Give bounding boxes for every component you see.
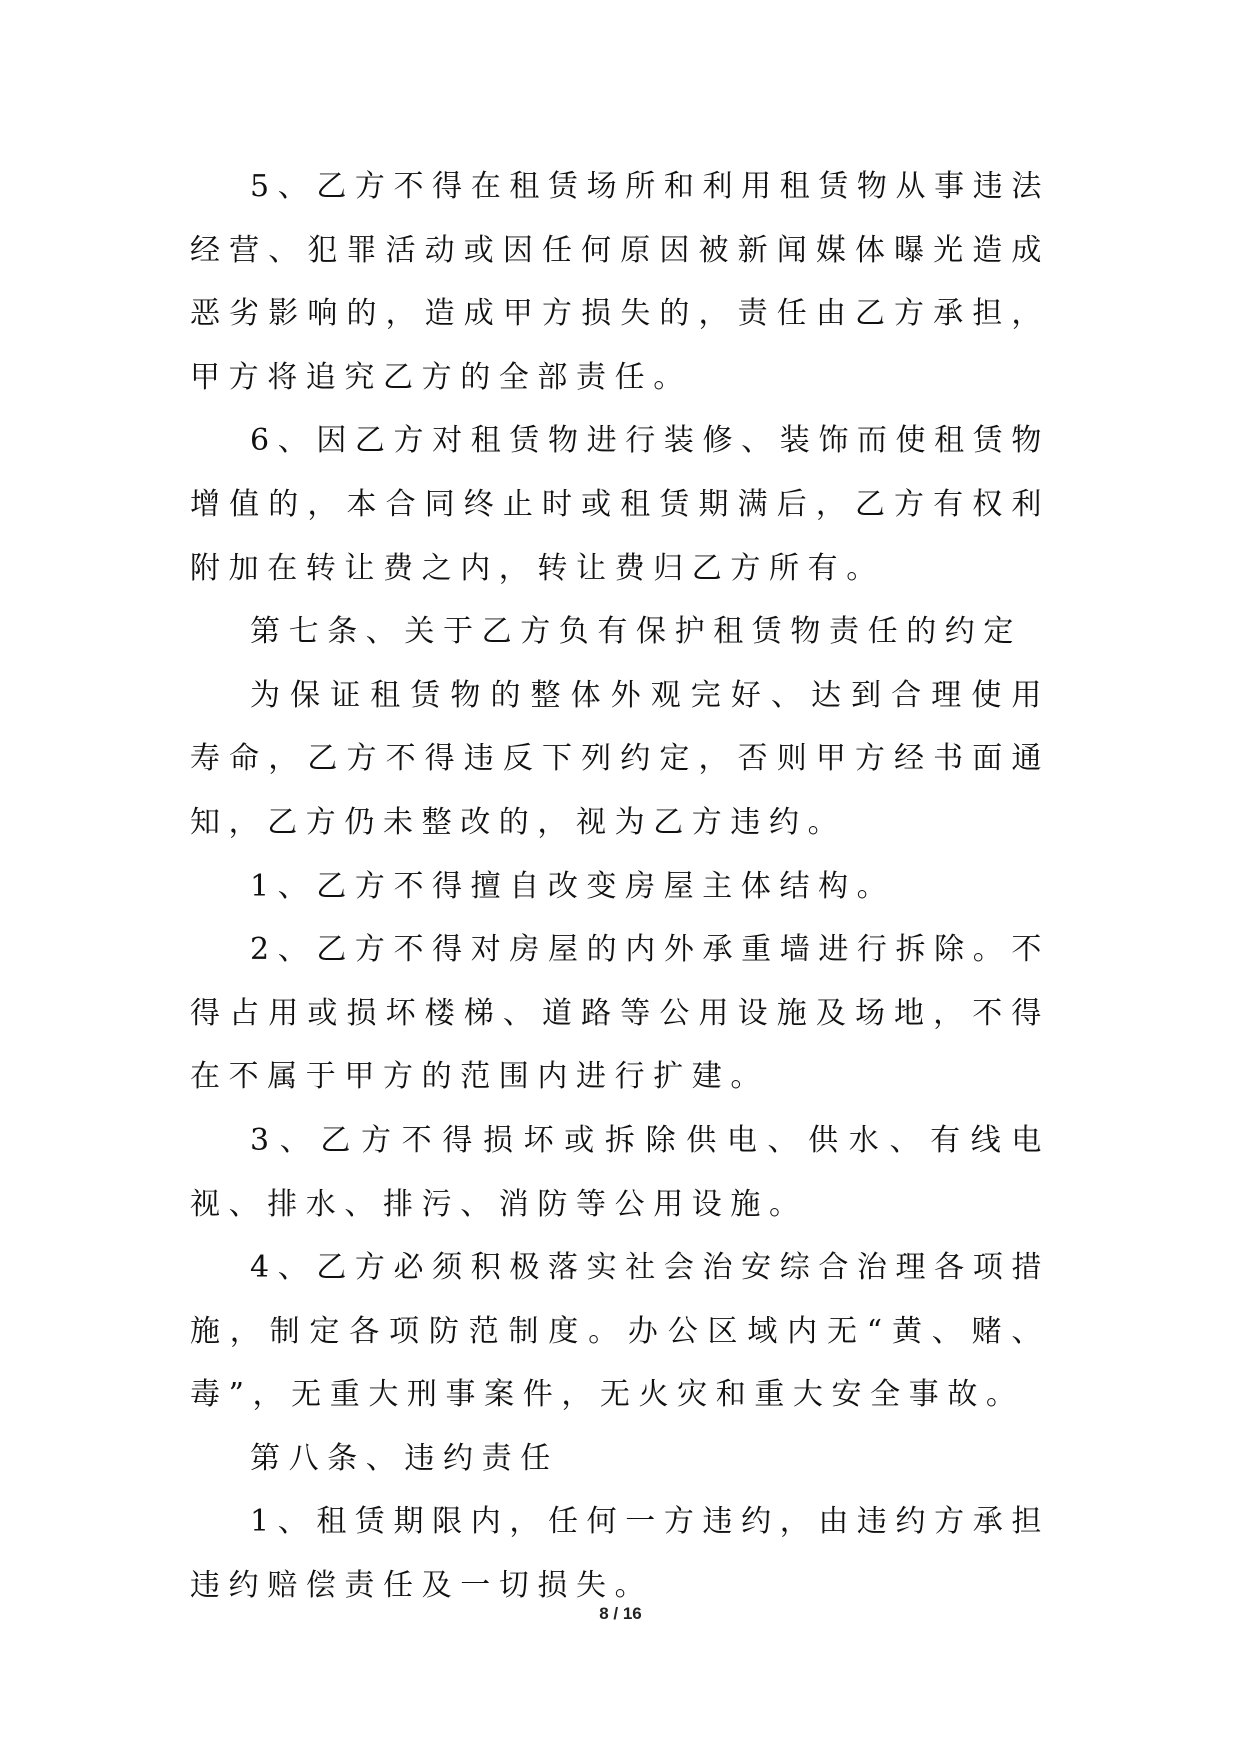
article-7-item-4: 4、乙方必须积极落实社会治安综合治理各项措施，制定各项防范制度。办公区域内无“黄、赌、毒”，无重大刑事案件，无火灾和重大安全事故。 [190,1250,1050,1413]
page-number: 8 / 16 [599,1604,642,1623]
article-8-item-1: 1、租赁期限内，任何一方违约，由违约方承担违约赔偿责任及一切损失。 [190,1504,1050,1604]
article-7-item-3: 3、乙方不得损坏或拆除供电、供水、有线电视、排水、排污、消防等公用设施。 [190,1122,1050,1222]
article-7-item-1: 1、乙方不得擅自改变房屋主体结构。 [250,868,896,904]
article-7-item-2: 2、乙方不得对房屋的内外承重墙进行拆除。不得占用或损坏楼梯、道路等公用设施及场地，不得在不属于甲方的范围内进行扩建。 [190,932,1050,1095]
article-7-intro: 为保证租赁物的整体外观完好、达到合理使用寿命，乙方不得违反下列约定，否则甲方经书面通知，乙方仍未整改的，视为乙方违约。 [190,677,1050,840]
document-body [190,155,1050,1618]
paragraph-clause-6: 6、因乙方对租赁物进行装修、装饰而使租赁物增值的，本合同终止时或租赁期满后，乙方有权利附加在转让费之内，转让费归乙方所有。 [190,423,1050,586]
paragraph-clause-5: 5、乙方不得在租赁场所和利用租赁物从事违法经营、犯罪活动或因任何原因被新闻媒体曝光造成恶劣影响的，造成甲方损失的，责任由乙方承担，甲方将追究乙方的全部责任。 [190,169,1050,395]
article-8-heading: 第八条、违约责任 [250,1440,559,1476]
article-7-heading: 第七条、关于乙方负有保护租赁物责任的约定 [250,614,1022,650]
